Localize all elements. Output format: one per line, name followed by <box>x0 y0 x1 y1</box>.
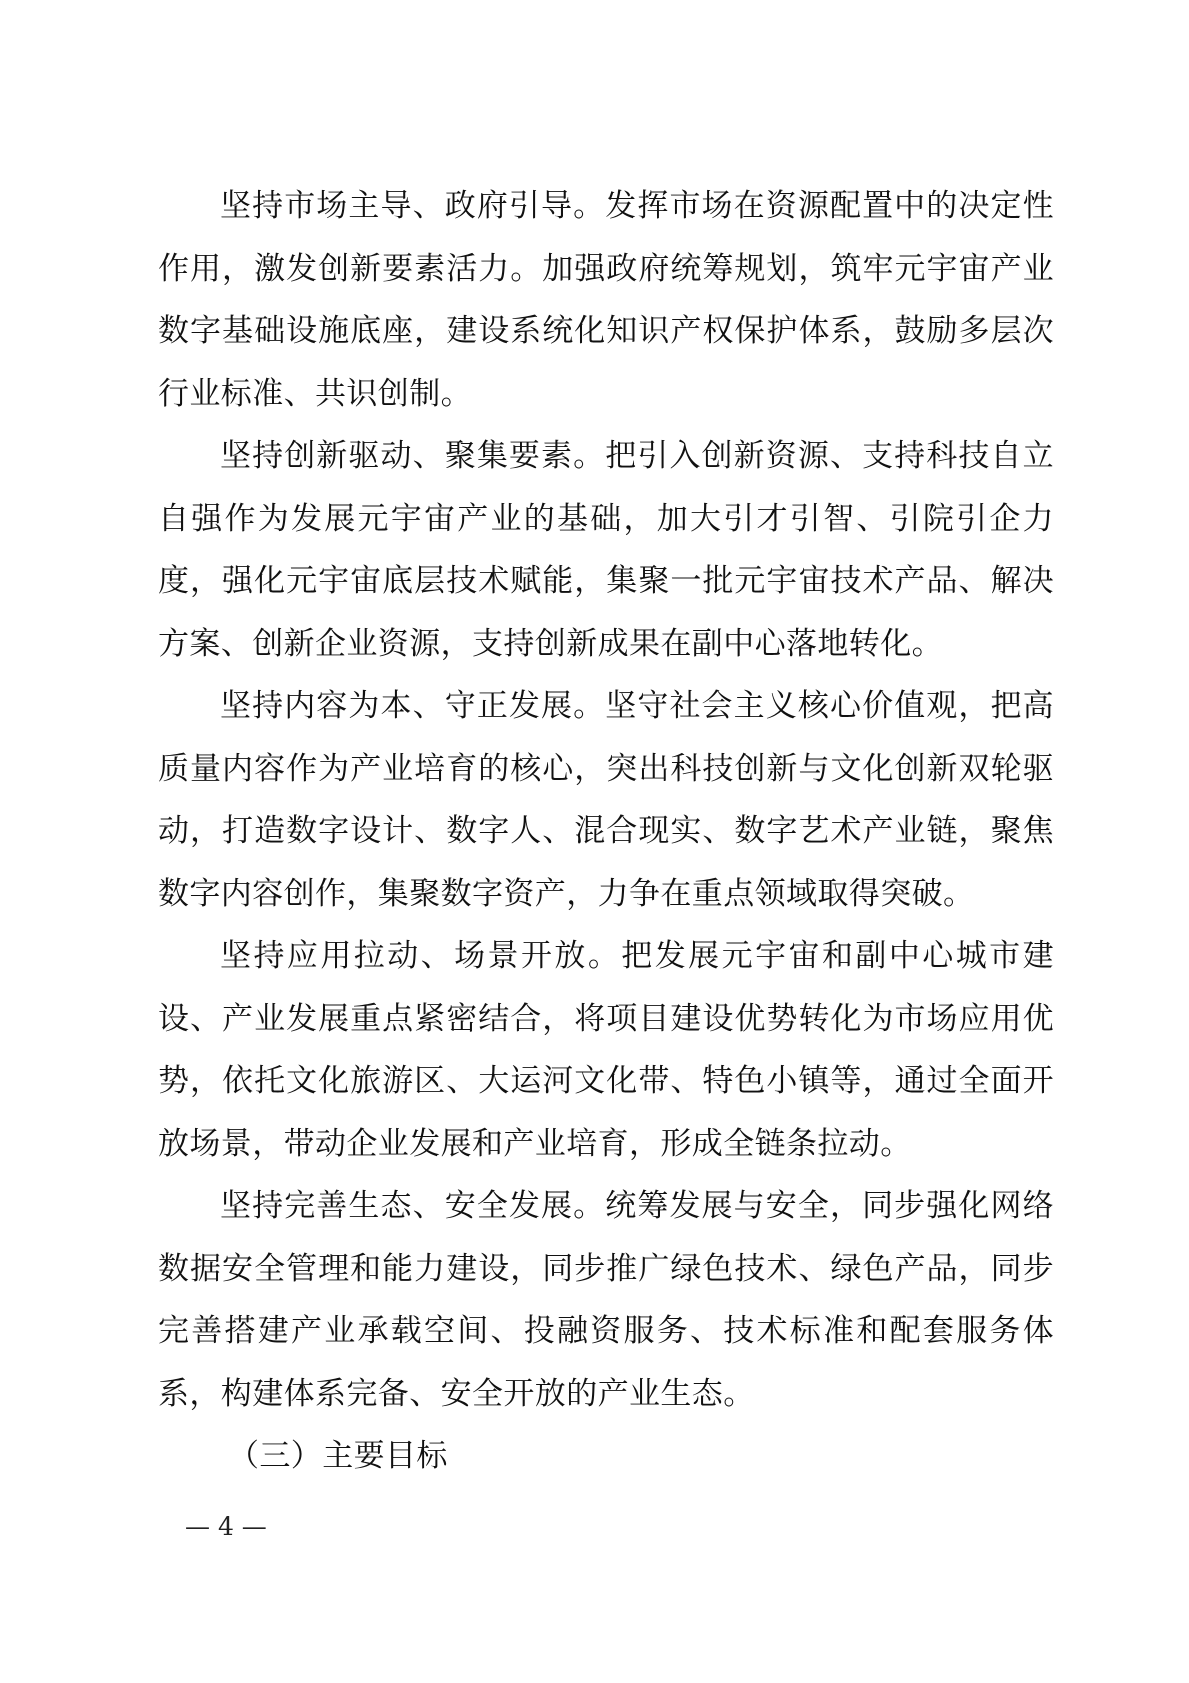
paragraph-ecosystem-security: 坚持完善生态、安全发展。统筹发展与安全，同步强化网络数据安全管理和能力建设，同步推广绿色技术、绿色产品，同步完善搭建产业承载空间、投融资服务、技术标准和配套服务体系，构建体系完备、安全开放的产业生态。 <box>158 1188 1054 1412</box>
paragraph-content-based: 坚持内容为本、守正发展。坚守社会主义核心价值观，把高质量内容作为产业培育的核心，突出科技创新与文化创新双轮驱动，打造数字设计、数字人、混合现实、数字艺术产业链，聚焦数字内容创作，集聚数字资产，力争在重点领域取得突破。 <box>158 688 1054 912</box>
page-number: — 4 — <box>185 1512 267 1541</box>
paragraph-market-led: 坚持市场主导、政府引导。发挥市场在资源配置中的决定性作用，激发创新要素活力。加强政府统筹规划，筑牢元宇宙产业数字基础设施底座，建设系统化知识产权保护体系，鼓励多层次行业标准、共识创制。 <box>158 188 1054 412</box>
paragraph-application-driven: 坚持应用拉动、场景开放。把发展元宇宙和副中心城市建设、产业发展重点紧密结合，将项目建设优势转化为市场应用优势，依托文化旅游区、大运河文化带、特色小镇等，通过全面开放场景，带动企业发展和产业培育，形成全链条拉动。 <box>158 938 1054 1162</box>
paragraph-innovation-driven: 坚持创新驱动、聚集要素。把引入创新资源、支持科技自立自强作为发展元宇宙产业的基础，加大引才引智、引院引企力度，强化元宇宙底层技术赋能，集聚一批元宇宙技术产品、解决方案、创新企业资源，支持创新成果在副中心落地转化。 <box>158 438 1054 662</box>
section-heading: （三）主要目标 <box>228 1438 448 1474</box>
document-body <box>158 175 1054 1488</box>
